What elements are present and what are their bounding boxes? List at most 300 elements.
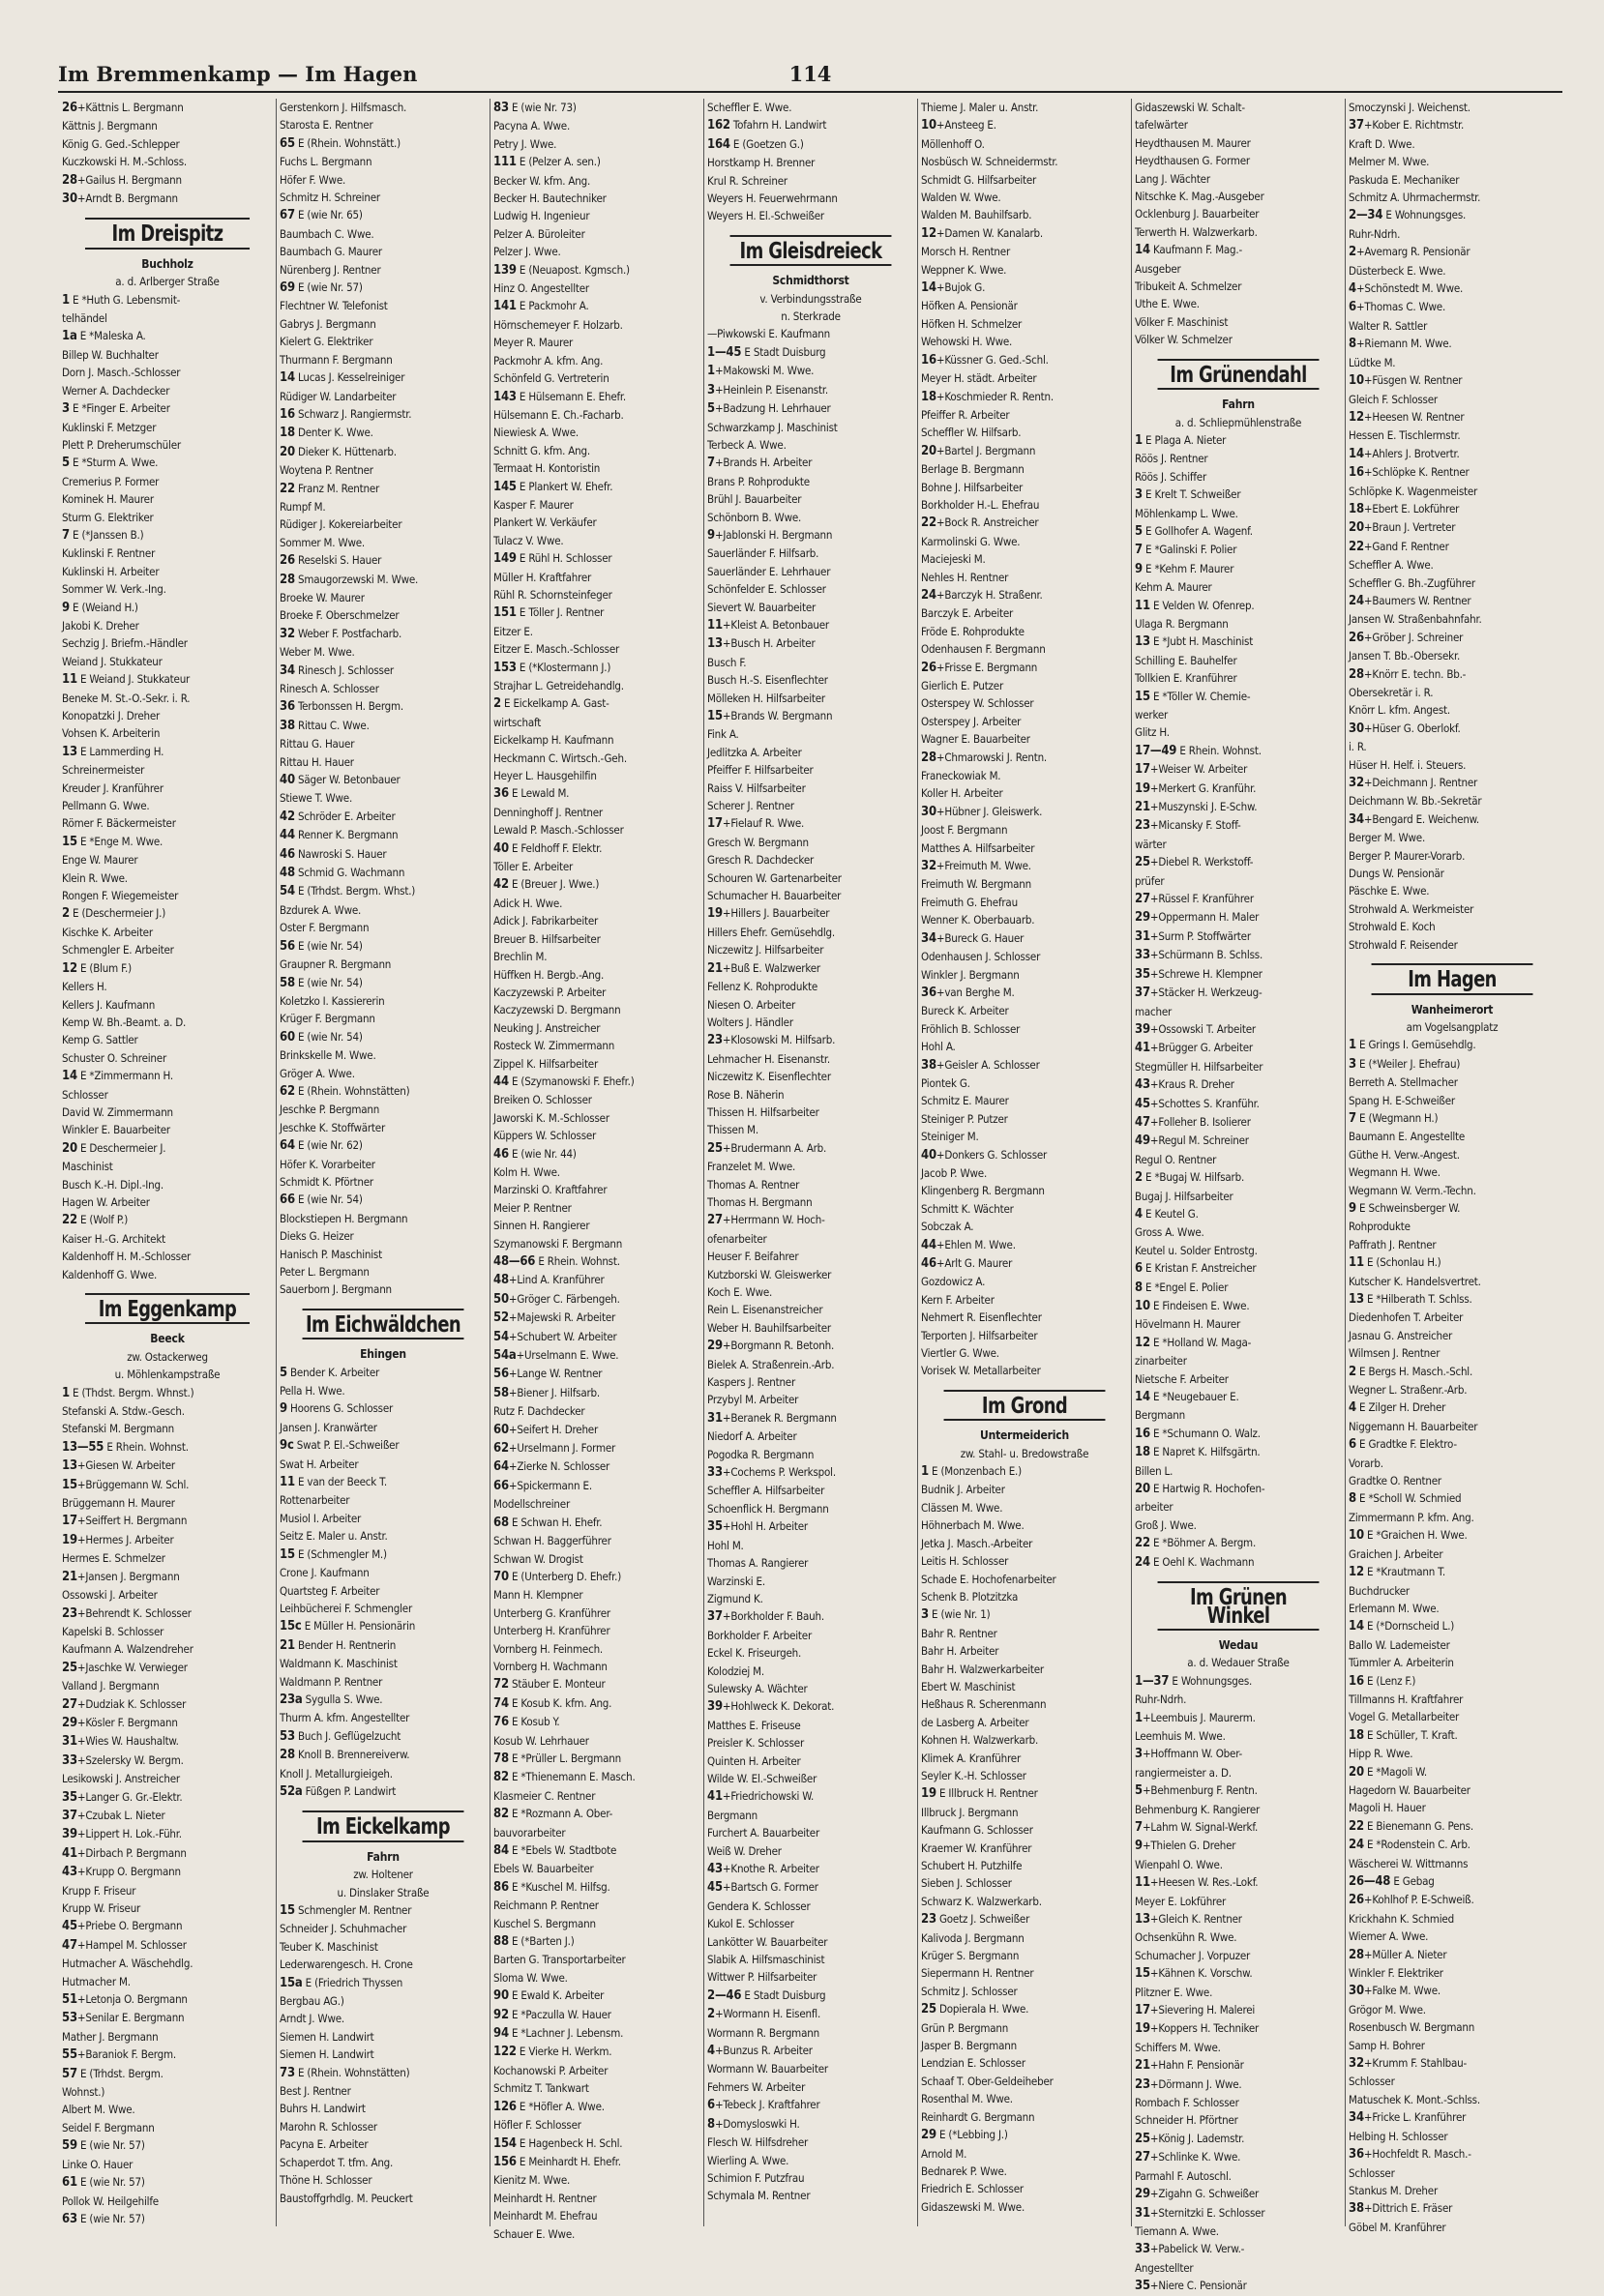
resident-entry: Furchert A. Bauarbeiter — [707, 1826, 819, 1840]
house-number: 13 — [1349, 1292, 1364, 1307]
resident-entry: 25+Brudermann A. Arb. — [707, 1140, 827, 1156]
house-number: 25 — [1135, 2131, 1150, 2146]
resident-entry: Hüser H. Helf. i. Steuers. — [1349, 757, 1467, 772]
resident-entry: Groß J. Wwe. — [1135, 1517, 1197, 1532]
resident-entry: Vorisek W. Metallarbeiter — [921, 1364, 1041, 1378]
resident-entry: 17+Weiser W. Arbeiter — [1135, 762, 1248, 778]
resident-entry: Ebels W. Bauarbeiter — [493, 1862, 594, 1876]
resident-entry: Maschinist — [62, 1160, 113, 1174]
resident-entry: Thissen M. — [707, 1123, 758, 1137]
resident-entry: 41+Friedrichowski W. — [707, 1789, 815, 1805]
district-name: Ehingen — [360, 1347, 406, 1362]
resident-entry: 153 E (*Klostermann J.) — [493, 660, 611, 675]
house-number: 1—37 — [1135, 1673, 1170, 1689]
resident-entry: Bielek A. Straßenrein.-Arb. — [707, 1357, 835, 1371]
house-number: 13—55 — [62, 1439, 104, 1455]
house-number: 35 — [1135, 966, 1150, 982]
resident-entry: Paffrath J. Rentner — [1349, 1237, 1437, 1251]
resident-entry: Lederwarengesch. H. Crone — [280, 1957, 413, 1972]
resident-entry: Plankert W. Verkäufer — [493, 515, 597, 530]
house-number: 6 — [1349, 300, 1356, 315]
resident-entry: Hinz O. Angestellter — [493, 281, 589, 296]
resident-entry: Unterberg G. Kranführer — [493, 1605, 610, 1620]
resident-entry: Rumpf M. — [280, 499, 326, 514]
resident-entry: Päschke E. Wwe. — [1349, 884, 1430, 898]
resident-entry: 32+Freimuth M. Wwe. — [921, 859, 1031, 874]
resident-entry: 65 E (Rhein. Wohnstätt.) — [280, 135, 401, 151]
house-number: 11 — [280, 1475, 295, 1490]
resident-entry: Gabrys J. Bergmann — [280, 316, 376, 331]
resident-entry: Kuklinski F. Rentner — [62, 546, 156, 561]
resident-entry: Nitschke K. Mag.-Ausgeber — [1135, 190, 1264, 204]
page-header — [58, 58, 1562, 93]
resident-entry: Vohsen K. Arbeiterin — [62, 726, 161, 741]
street-location-note: a. d. Schliepmühlenstraße — [1174, 415, 1302, 429]
resident-entry: Niggemann H. Bauarbeiter — [1349, 1419, 1478, 1433]
resident-entry: 20 Dieker K. Hüttenarb. — [280, 444, 397, 459]
house-number: 27 — [1135, 2150, 1150, 2165]
resident-entry: Eckel K. Friseurgeh. — [707, 1646, 802, 1661]
resident-entry: Weiß W. Dreher — [707, 1843, 782, 1858]
resident-entry: 12 E (Blum F.) — [62, 960, 132, 976]
resident-entry: Stegmüller H. Hilfsarbeiter — [1135, 1059, 1263, 1074]
resident-entry: Sturm G. Elektriker — [62, 510, 154, 524]
resident-entry: 122 E Vierke H. Werkm. — [493, 2045, 612, 2060]
resident-entry: 13+Gleich K. Rentner — [1135, 1912, 1242, 1927]
resident-entry: Broeke F. Oberschmelzer — [280, 608, 400, 623]
resident-entry: Szymanowski F. Bergmann — [493, 1236, 623, 1251]
house-number: 153 — [493, 660, 517, 675]
resident-entry: Hermes E. Schmelzer — [62, 1551, 165, 1566]
resident-entry: 26+Frisse E. Bergmann — [921, 660, 1038, 675]
resident-entry: 6 E Kristan F. Anstreicher — [1135, 1261, 1257, 1277]
resident-entry: 61 E (wie Nr. 57) — [62, 2175, 145, 2191]
resident-entry: Klimek A. Kranführer — [921, 1751, 1022, 1765]
resident-entry: Meinhardt M. Ehefrau — [493, 2209, 598, 2223]
resident-entry: Rottenarbeiter — [280, 1493, 350, 1508]
house-number: 61 — [62, 2175, 77, 2191]
resident-entry: 44+Ehlen M. Wwe. — [921, 1237, 1016, 1252]
house-number: 38 — [1349, 2201, 1364, 2217]
resident-entry: Schönfelder E. Schlosser — [707, 582, 826, 597]
house-number: 32 — [1349, 2056, 1364, 2072]
resident-entry: Hohl A. — [921, 1040, 956, 1054]
resident-entry: 63 E (wie Nr. 57) — [62, 2211, 145, 2226]
house-number: 19 — [62, 1532, 77, 1547]
resident-entry: Kaufmann A. Walzendreher — [62, 1642, 193, 1657]
house-number: 34 — [1349, 811, 1364, 827]
house-number: 34 — [1349, 2110, 1364, 2126]
resident-entry: 26+Kohlhof P. E-Schweiß. — [1349, 1893, 1474, 1908]
house-number: 37 — [707, 1609, 723, 1625]
house-number: 13 — [62, 744, 77, 759]
resident-entry: Spang H. E-Schweißer — [1349, 1093, 1455, 1107]
resident-entry: Joost F. Bergmann — [921, 823, 1008, 838]
resident-entry: Arndt J. Wwe. — [280, 2012, 344, 2026]
resident-entry: Wittwer P. Hilfsarbeiter — [707, 1970, 817, 1985]
resident-entry: Fröhlich B. Schlosser — [921, 1021, 1021, 1036]
house-number: 25 — [707, 1140, 723, 1156]
resident-entry: Kuczkowski H. M.-Schloss. — [62, 155, 187, 169]
resident-entry: 56+Lange W. Rentner — [493, 1367, 603, 1382]
house-number: 17 — [1135, 762, 1150, 778]
resident-entry: Lankötter W. Bauarbeiter — [707, 1934, 828, 1949]
resident-entry: Oster F. Bergmann — [280, 921, 370, 935]
resident-entry: Schreinermeister — [62, 763, 145, 778]
resident-entry: 18+Ebert E. Lokführer — [1349, 501, 1460, 516]
resident-entry: Kolodziej M. — [707, 1663, 764, 1678]
resident-entry: 4 E Keutel G. — [1135, 1206, 1199, 1222]
resident-entry: Siepermann H. Rentner — [921, 1966, 1034, 1981]
resident-entry: 12 E *Holland W. Maga- — [1135, 1335, 1252, 1350]
resident-entry: Kominek H. Maurer — [62, 492, 154, 507]
house-number: 30 — [1349, 721, 1364, 736]
house-number: 3 — [62, 401, 70, 417]
resident-entry: Weiand J. Stukkateur — [62, 654, 163, 668]
district-name: Beeck — [150, 1332, 185, 1346]
house-number: 12 — [1135, 1335, 1150, 1350]
resident-entry: Ocklenburg J. Bauarbeiter — [1135, 207, 1260, 221]
resident-entry: Rinesch A. Schlosser — [280, 682, 379, 695]
house-number: 12 — [62, 960, 77, 976]
resident-entry: 33+Cochems P. Werkspol. — [707, 1465, 836, 1481]
resident-entry: 145 E Plankert W. Ehefr. — [493, 479, 613, 494]
house-number: 5 — [707, 401, 715, 417]
resident-entry: Krickhahn K. Schmied — [1349, 1911, 1454, 1926]
resident-entry: 11 E (Schonlau H.) — [1349, 1255, 1441, 1271]
resident-entry: Schneider J. Schuhmacher — [280, 1922, 407, 1936]
resident-entry: 22+Gand F. Rentner — [1349, 539, 1449, 554]
resident-entry: 37+Kober E. Richtmstr. — [1349, 118, 1465, 133]
house-number: 26 — [921, 660, 936, 675]
resident-entry: Hessen E. Tischlermstr. — [1349, 428, 1461, 443]
resident-entry: 5+Badzung H. Lehrhauer — [707, 401, 831, 417]
resident-entry: Heßhaus R. Scherenmann — [921, 1697, 1047, 1712]
district-name: Fahrn — [1222, 397, 1255, 412]
resident-entry: 28+Knörr E. techn. Bb.- — [1349, 666, 1467, 682]
resident-entry: Kaiser H.-G. Architekt — [62, 1231, 165, 1246]
resident-entry: 51+Letonja O. Bergmann — [62, 1992, 188, 2008]
resident-entry: Meyer H. städt. Arbeiter — [921, 371, 1037, 386]
house-number: 9 — [1135, 1839, 1143, 1854]
resident-entry: Bednarek P. Wwe. — [921, 2164, 1007, 2178]
resident-entry: Seyler K.-H. Schlosser — [921, 1768, 1026, 1782]
resident-entry: Hanisch P. Maschinist — [280, 1247, 382, 1261]
resident-entry: 11 E Weiand J. Stukkateur — [62, 672, 191, 688]
resident-entry: Slabik A. Hilfsmaschinist — [707, 1953, 825, 1967]
house-number: 18 — [1349, 501, 1364, 516]
resident-entry: 22 E *Böhmer A. Bergm. — [1135, 1536, 1257, 1551]
resident-entry: 55+Baraniok F. Bergm. — [62, 2047, 176, 2063]
resident-entry: 34 Rinesch J. Schlosser — [280, 662, 394, 678]
resident-entry: Schmidt K. Pförtner — [280, 1174, 373, 1189]
resident-entry: 9c Swat P. El.-Schweißer — [280, 1438, 400, 1454]
house-number: 23 — [1135, 818, 1150, 834]
resident-entry: 40+Donkers G. Schlosser — [921, 1147, 1048, 1163]
resident-entry: Regul O. Rentner — [1135, 1152, 1217, 1166]
house-number: 17 — [1135, 2003, 1150, 2018]
resident-entry: Keutel u. Solder Entrostg. — [1135, 1243, 1258, 1257]
house-number: 14 — [280, 370, 295, 386]
resident-entry: 2—34 E Wohnungsges. — [1349, 208, 1467, 223]
house-number: 16 — [1349, 1673, 1364, 1689]
house-number: 52a — [280, 1783, 303, 1799]
resident-entry: 20 E *Magoli W. — [1349, 1764, 1427, 1780]
resident-entry: 10+Füsgen W. Rentner — [1349, 373, 1463, 389]
resident-entry: Walden W. Wwe. — [921, 191, 1001, 205]
resident-entry: Tillmanns H. Kraftfahrer — [1349, 1692, 1464, 1706]
house-number: 29 — [62, 1715, 77, 1730]
resident-entry: Preisler K. Schlosser — [707, 1736, 805, 1751]
resident-entry: 9+Thielen G. Dreher — [1135, 1839, 1236, 1854]
resident-entry: Kuschel S. Bergmann — [493, 1916, 596, 1930]
house-number: 35 — [707, 1519, 723, 1535]
resident-entry: Pelzer J. Wwe. — [493, 245, 561, 259]
resident-entry: Röös J. Schiffer — [1135, 469, 1207, 484]
house-number: 44 — [493, 1074, 509, 1089]
resident-entry: Möhlenkamp L. Wwe. — [1135, 506, 1238, 520]
resident-entry: Brans P. Rohprodukte — [707, 474, 810, 488]
resident-entry: 25 Dopierala H. Wwe. — [921, 2002, 1029, 2017]
resident-entry: Helbing H. Schlosser — [1349, 2129, 1448, 2143]
resident-entry: Neuking J. Anstreicher — [493, 1020, 601, 1035]
resident-entry: 83 E (wie Nr. 73) — [493, 101, 577, 115]
house-number: 14 — [62, 1069, 77, 1084]
resident-entry: 76 E Kosub Y. — [493, 1715, 560, 1730]
house-number: 64 — [280, 1138, 295, 1154]
resident-entry: Gresch W. Bergmann — [707, 835, 809, 849]
resident-entry: 5 Bender K. Arbeiter — [280, 1365, 380, 1380]
resident-entry: 94 E *Lachner J. Lebensm. — [493, 2026, 624, 2042]
resident-entry: Bergmann — [707, 1808, 758, 1822]
house-number: 164 — [707, 136, 730, 152]
resident-entry: 24 E *Rodenstein C. Arb. — [1349, 1838, 1470, 1853]
resident-entry: Petry J. Wwe. — [493, 136, 557, 151]
resident-entry: Gidaszewski M. Wwe. — [921, 2199, 1025, 2214]
resident-entry: Wolters J. Händler — [707, 1015, 793, 1029]
house-number: 20 — [1349, 1764, 1364, 1780]
resident-entry: Kättnis J. Bergmann — [62, 119, 158, 133]
resident-entry: Becker H. Bautechniker — [493, 191, 607, 206]
house-number: 8 — [1349, 1491, 1356, 1507]
resident-entry: 22+Bock R. Anstreicher — [921, 515, 1039, 531]
resident-entry: Walden M. Bauhilfsarb. — [921, 208, 1032, 222]
house-number: 7 — [1349, 1110, 1356, 1126]
resident-entry: 38+Geisler A. Schlosser — [921, 1057, 1040, 1073]
district-name: Untermeiderich — [980, 1428, 1069, 1443]
resident-entry: Brühl J. Bauarbeiter — [707, 492, 802, 507]
resident-entry: 33+Szelersky W. Bergm. — [62, 1752, 184, 1768]
house-number: 39 — [62, 1827, 77, 1842]
resident-entry: Kaczyzewski P. Arbeiter — [493, 985, 607, 999]
resident-entry: 34+Bengard E. Weichenw. — [1349, 811, 1479, 827]
resident-entry: 141 E Packmohr A. — [493, 299, 589, 314]
resident-entry: Barten G. Transportarbeiter — [493, 1953, 626, 1967]
house-number: 54 — [280, 884, 295, 899]
resident-entry: Koletzko I. Kassiererin — [280, 993, 385, 1008]
resident-entry: Ossowski J. Arbeiter — [62, 1588, 158, 1603]
district-name: Schmidthorst — [772, 274, 849, 288]
resident-entry: Valland J. Bergmann — [62, 1679, 160, 1693]
resident-entry: 24+Baumers W. Rentner — [1349, 593, 1471, 608]
resident-entry: Meinhardt H. Rentner — [493, 2191, 597, 2205]
house-number: 18 — [280, 426, 295, 441]
resident-entry: tafelwärter — [1135, 118, 1188, 132]
resident-entry: 15 E (Schmengler M.) — [280, 1546, 387, 1562]
resident-entry: Maciejeski M. — [921, 552, 986, 567]
resident-entry: 5 E Gollhofer A. Wagenf. — [1135, 523, 1253, 539]
resident-entry: Schwan H. Baggerführer — [493, 1534, 611, 1548]
resident-entry: Schneider H. Pförtner — [1135, 2113, 1238, 2128]
resident-entry: 12 E *Krautmann T. — [1349, 1565, 1446, 1580]
resident-entry: Schilling E. Bauhelfer — [1135, 653, 1237, 667]
resident-entry: Strohwald F. Reisender — [1349, 937, 1458, 952]
resident-entry: Römer F. Bäckermeister — [62, 816, 176, 831]
resident-entry: Sauerländer F. Hilfsarb. — [707, 546, 819, 561]
resident-entry: Odenhausen F. Bergmann — [921, 642, 1046, 657]
resident-entry: 19+Hermes J. Arbeiter — [62, 1532, 174, 1547]
district-name: Wanheimerort — [1411, 1002, 1494, 1016]
district-name: Buchholz — [141, 256, 193, 271]
resident-entry: 23+Dörmann J. Wwe. — [1135, 2076, 1242, 2092]
resident-entry: Vornberg H. Feinmech. — [493, 1641, 604, 1656]
house-number: 15 — [62, 1477, 77, 1492]
resident-entry: Thissen H. Hilfsarbeiter — [707, 1104, 819, 1119]
resident-entry: 47+Folleher B. Isolierer — [1135, 1114, 1251, 1130]
house-number: 19 — [1135, 780, 1150, 796]
house-number: 10 — [1349, 1528, 1364, 1544]
resident-entry: Schauer E. Wwe. — [493, 2226, 576, 2241]
resident-entry: Plett P. Dreherumschüler — [62, 437, 181, 452]
house-number: 2—46 — [707, 1987, 742, 2003]
resident-entry: 28+Gailus H. Bergmann — [62, 172, 182, 188]
resident-entry: Schmitz H. Schreiner — [280, 191, 380, 205]
resident-entry: Wiemer A. Wwe. — [1349, 1929, 1429, 1944]
resident-entry: Smoczynski J. Weichenst. — [1349, 101, 1470, 114]
resident-entry: Budnik J. Arbeiter — [921, 1483, 1005, 1497]
resident-entry: 17—49 E Rhein. Wohnst. — [1135, 743, 1262, 758]
resident-entry: 30+Hüser G. Oberlokf. — [1349, 721, 1461, 736]
resident-entry: 74 E Kosub K. kfm. Ang. — [493, 1695, 612, 1711]
house-number: 10 — [921, 118, 936, 133]
house-number: 26—48 — [1349, 1874, 1391, 1889]
resident-entry: 23+Klosowski M. Hilfsarb. — [707, 1033, 836, 1048]
resident-entry: 1 E (Monzenbach E.) — [921, 1464, 1022, 1480]
house-number: 37 — [1349, 118, 1364, 133]
resident-entry: 66+Spickermann E. — [493, 1478, 592, 1493]
resident-entry: 11+Heesen W. Res.-Lokf. — [1135, 1875, 1259, 1891]
house-number: 22 — [1349, 539, 1364, 554]
house-number: 22 — [1135, 1536, 1150, 1551]
house-number: 20 — [1135, 1482, 1150, 1497]
resident-entry: Magoli H. Hauer — [1349, 1801, 1426, 1815]
resident-entry: Kaufmann G. Schlosser — [921, 1823, 1033, 1838]
resident-entry: Wilmsen J. Rentner — [1349, 1346, 1441, 1361]
resident-entry: Franzelet M. Wwe. — [707, 1160, 796, 1174]
resident-entry: 8 E *Engel E. Polier — [1135, 1280, 1229, 1295]
house-number: 21 — [1135, 800, 1150, 815]
resident-entry: Kreuder J. Kranführer — [62, 780, 163, 795]
house-number: 34 — [921, 930, 936, 946]
street-heading: Im Eickelkamp — [303, 1810, 464, 1841]
house-number: 6 — [1349, 1437, 1356, 1453]
resident-entry: Schlosser — [62, 1087, 108, 1102]
house-number: 40 — [493, 840, 509, 856]
resident-entry: 58+Biener J. Hilfsarb. — [493, 1385, 600, 1400]
resident-entry: Borkholder H.-L. Ehefrau — [921, 497, 1040, 512]
house-number: 33 — [707, 1465, 723, 1481]
resident-entry: Zippel K. Hilfsarbeiter — [493, 1056, 599, 1071]
resident-entry: Tulacz V. Wwe. — [493, 533, 564, 547]
resident-entry: Rose B. Näherin — [707, 1087, 785, 1102]
resident-entry: Jakobi K. Dreher — [62, 618, 139, 633]
resident-entry: Jasnau G. Anstreicher — [1349, 1328, 1453, 1342]
house-number: 32 — [280, 626, 295, 641]
house-number: 62 — [280, 1083, 295, 1099]
resident-entry: Nehmert R. Eisenflechter — [921, 1310, 1042, 1325]
resident-entry: 13+Busch H. Arbeiter — [707, 636, 816, 652]
directory-column — [1345, 99, 1559, 2234]
resident-entry: 29+Oppermann H. Maler — [1135, 910, 1260, 926]
resident-entry: Schmitz T. Tankwart — [493, 2081, 589, 2096]
house-number: 14 — [1349, 1619, 1364, 1634]
resident-entry: wirtschaft — [493, 715, 542, 729]
resident-entry: Heydthausen G. Former — [1135, 154, 1250, 168]
street-heading: Im Grünen Winkel — [1158, 1581, 1320, 1631]
resident-entry: 1a E *Maleska A. — [62, 329, 146, 344]
house-number: 18 — [1135, 1445, 1150, 1460]
resident-entry: Hagen W. Arbeiter — [62, 1194, 150, 1209]
house-number: 16 — [280, 406, 295, 422]
resident-entry: 44 E (Szymanowski F. Ehefr.) — [493, 1074, 635, 1089]
resident-entry: Unterberg H. Kranführer — [493, 1624, 610, 1638]
resident-entry: 41+Brügger G. Arbeiter — [1135, 1041, 1253, 1056]
resident-entry: 156 E Meinhardt H. Ehefr. — [493, 2154, 621, 2169]
house-number: 18 — [1349, 1727, 1364, 1743]
resident-entry: 27+Herrmann W. Hoch- — [707, 1213, 825, 1228]
resident-entry: Thomas A. Rentner — [707, 1177, 800, 1192]
house-number: 2—34 — [1349, 208, 1383, 223]
resident-entry: Jeschke P. Bergmann — [280, 1103, 380, 1117]
house-number: 13 — [62, 1458, 77, 1474]
resident-entry: Zigmund K. — [707, 1591, 763, 1605]
resident-entry: Niedorf A. Arbeiter — [707, 1429, 797, 1444]
resident-entry: Höfler F. Schlosser — [493, 2118, 581, 2133]
resident-entry: Crone J. Kaufmann — [280, 1566, 370, 1580]
house-number: 5 — [1135, 523, 1143, 539]
house-number: 74 — [493, 1695, 509, 1711]
house-number: 60 — [493, 1422, 509, 1437]
resident-entry: Pfeiffer R. Arbeiter — [921, 407, 1010, 422]
resident-entry: Klingenberg R. Bergmann — [921, 1184, 1045, 1198]
house-number: 41 — [62, 1845, 77, 1861]
resident-entry: Kosub W. Lehrhauer — [493, 1733, 589, 1748]
house-number: 20 — [1349, 520, 1364, 536]
resident-entry: Steiniger M. — [921, 1130, 979, 1144]
resident-entry: Berger P. Maurer-Vorarb. — [1349, 848, 1466, 863]
resident-entry: Schumacher J. Vorpuzer — [1135, 1948, 1251, 1962]
house-number: 60 — [280, 1029, 295, 1045]
house-number: 45 — [1135, 1096, 1150, 1111]
resident-entry: 21+Muszynski J. E-Schw. — [1135, 800, 1258, 815]
resident-entry: 4 E Zilger H. Dreher — [1349, 1400, 1446, 1416]
resident-entry: prüfer — [1135, 873, 1165, 888]
resident-entry: bauvorarbeiter — [493, 1825, 566, 1840]
resident-entry: Stankus M. Dreher — [1349, 2183, 1439, 2197]
resident-entry: Thöne H. Schlosser — [280, 2173, 372, 2188]
house-number: 58 — [493, 1385, 509, 1400]
house-number: 10 — [1349, 373, 1364, 389]
